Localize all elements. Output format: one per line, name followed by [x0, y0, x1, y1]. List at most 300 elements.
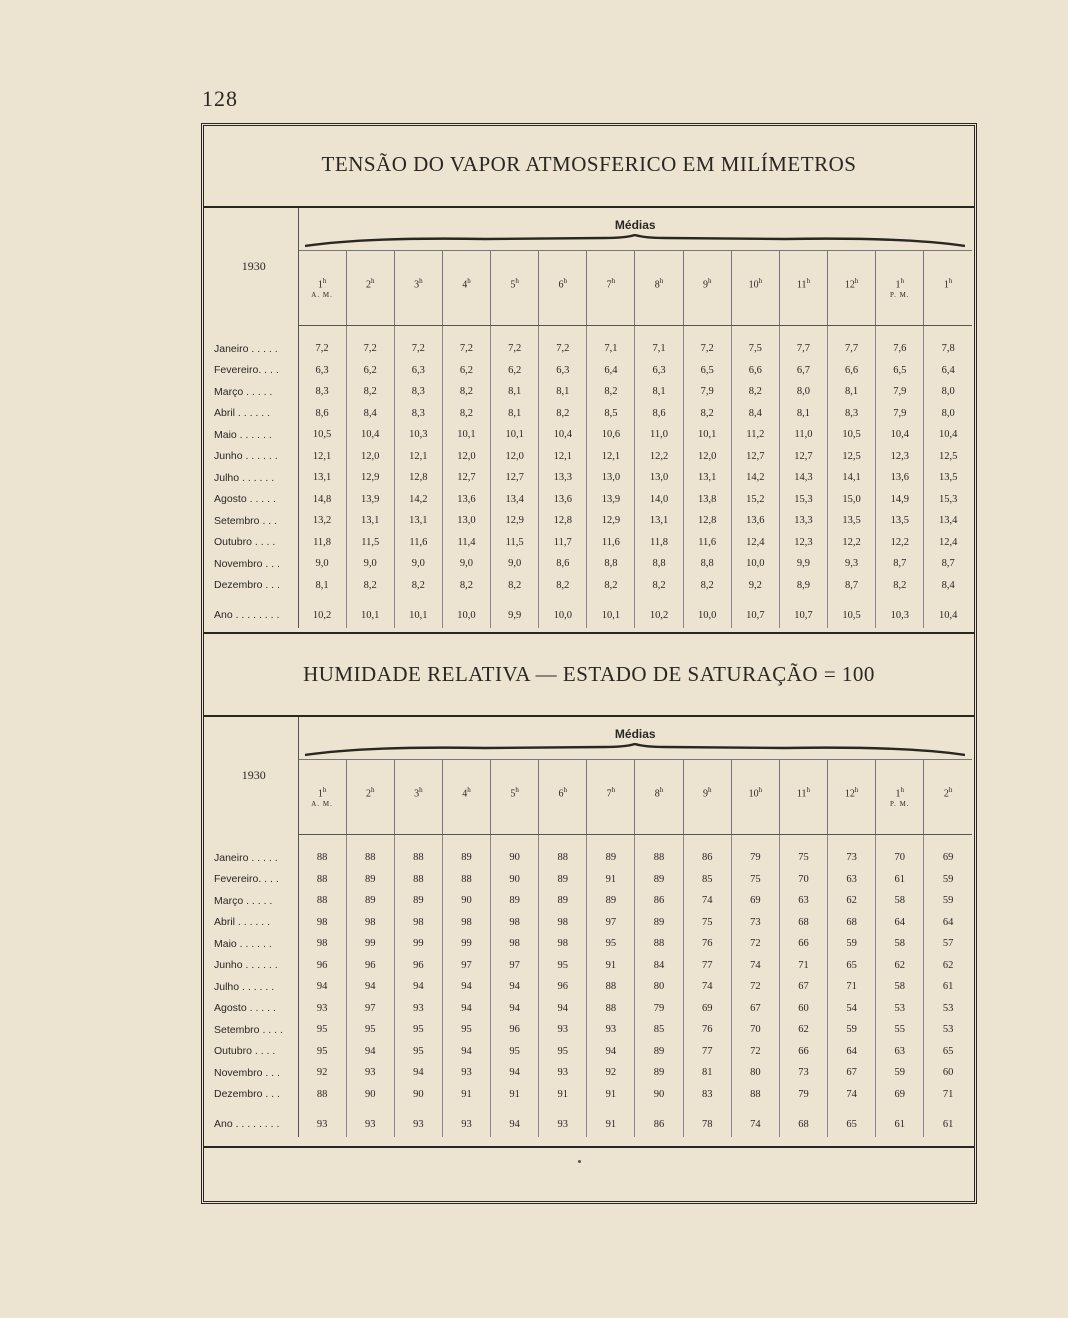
hour-header — [539, 251, 587, 326]
value-cell: 95 — [442, 1019, 490, 1041]
month-label: Outubro . . . . — [210, 1041, 298, 1063]
value-cell: 98 — [346, 912, 394, 934]
value-cell: 15,3 — [779, 489, 827, 511]
value-cell: 9,0 — [442, 553, 490, 575]
value-cell: 13,6 — [442, 489, 490, 511]
value-cell: 79 — [731, 835, 779, 869]
medias-group-header — [298, 717, 972, 760]
hour-period: P. M. — [889, 800, 910, 809]
hour-suffix: h — [758, 786, 763, 794]
hour-number: 12 — [844, 279, 855, 291]
hour-number: 2 — [943, 788, 949, 800]
value-cell: 13,5 — [828, 510, 876, 532]
value-cell: 65 — [942, 1045, 954, 1057]
value-cell: 9,0 — [298, 553, 346, 575]
value-cell: 13,4 — [938, 515, 958, 527]
annual-value-cell: 10,2 — [298, 602, 346, 628]
value-cell: 95 — [346, 1019, 394, 1041]
annual-label: Ano . . . . . . . . — [210, 602, 298, 628]
value-cell: 94 — [539, 998, 587, 1020]
hour-suffix: h — [467, 786, 471, 794]
table-row — [210, 381, 972, 403]
month-label: Abril . . . . . . — [210, 403, 298, 425]
hour-number: 10 — [748, 279, 759, 291]
value-cell: 95 — [298, 1041, 346, 1063]
value-cell: 73 — [828, 835, 876, 869]
value-cell: 12,9 — [587, 510, 635, 532]
value-cell: 12,5 — [938, 450, 958, 462]
month-label: Março . . . . . — [210, 381, 298, 403]
hour-number: 5 — [510, 279, 516, 291]
value-cell: 86 — [683, 835, 731, 869]
value-cell: 6,3 — [635, 360, 683, 382]
value-cell: 88 — [587, 976, 635, 998]
value-cell: 97 — [442, 955, 490, 977]
value-cell: 94 — [587, 1041, 635, 1063]
hour-header — [924, 760, 972, 835]
value-cell: 6,6 — [731, 360, 779, 382]
table-row — [210, 1062, 972, 1084]
hour-number: 9 — [702, 788, 708, 800]
value-cell: 59 — [942, 895, 954, 907]
value-cell: 12,0 — [491, 446, 539, 468]
value-cell: 13,0 — [587, 467, 635, 489]
value-cell: 64 — [828, 1041, 876, 1063]
hour-suffix: h — [707, 786, 712, 794]
value-cell: 8,8 — [635, 553, 683, 575]
hour-suffix: h — [707, 277, 712, 285]
annual-value-cell: 10,3 — [876, 602, 924, 628]
value-cell: 61 — [876, 869, 924, 891]
value-cell: 14,8 — [298, 489, 346, 511]
hour-suffix: h — [563, 786, 568, 794]
value-cell: 13,4 — [491, 489, 539, 511]
value-cell: 8,0 — [941, 386, 955, 398]
value-cell: 66 — [779, 933, 827, 955]
value-cell: 8,6 — [635, 403, 683, 425]
hour-number: 11 — [796, 279, 807, 291]
value-cell: 7,2 — [346, 326, 394, 360]
value-cell: 63 — [779, 890, 827, 912]
value-cell: 13,2 — [298, 510, 346, 532]
value-cell: 10,0 — [731, 553, 779, 575]
hour-suffix: h — [948, 277, 953, 285]
hour-header — [346, 251, 394, 326]
annual-value-cell: 10,2 — [635, 602, 683, 628]
value-cell: 10,1 — [442, 424, 490, 446]
value-cell: 91 — [539, 1084, 587, 1106]
value-cell: 7,2 — [491, 326, 539, 360]
value-cell: 7,5 — [731, 326, 779, 360]
value-cell: 8,3 — [298, 381, 346, 403]
value-cell: 14,0 — [635, 489, 683, 511]
value-cell: 91 — [491, 1084, 539, 1106]
value-cell: 12,3 — [779, 532, 827, 554]
value-cell: 8,1 — [635, 381, 683, 403]
value-cell: 9,0 — [394, 553, 442, 575]
value-cell: 70 — [779, 869, 827, 891]
annual-value-cell: 10,0 — [539, 602, 587, 628]
value-cell: 94 — [491, 998, 539, 1020]
value-cell: 53 — [942, 1002, 954, 1014]
month-label: Julho . . . . . . — [210, 467, 298, 489]
value-cell: 75 — [731, 869, 779, 891]
value-cell: 12,7 — [491, 467, 539, 489]
hour-number: 3 — [414, 788, 420, 800]
annual-total-row — [210, 1111, 972, 1137]
value-cell: 12,7 — [779, 446, 827, 468]
annual-value-cell: 10,1 — [587, 602, 635, 628]
table1-title: TENSÃO DO VAPOR ATMOSFERICO EM MILÍMETROS — [321, 152, 857, 176]
hour-number: 8 — [654, 788, 660, 800]
hour-suffix: h — [370, 277, 375, 285]
hour-number: 4 — [462, 788, 468, 800]
value-cell: 10,4 — [938, 429, 958, 441]
value-cell: 95 — [539, 1041, 587, 1063]
table-row — [210, 326, 972, 360]
year-header: 1930 — [210, 717, 298, 835]
annual-value-cell: 93 — [539, 1111, 587, 1137]
value-cell: 10,3 — [394, 424, 442, 446]
value-cell: 94 — [491, 1062, 539, 1084]
value-cell: 6,3 — [298, 360, 346, 382]
annual-value-cell: 93 — [442, 1111, 490, 1137]
value-cell: 12,9 — [491, 510, 539, 532]
hour-header — [442, 760, 490, 835]
value-cell: 73 — [779, 1062, 827, 1084]
value-cell: 8,3 — [394, 381, 442, 403]
annual-value-cell: 10,1 — [394, 602, 442, 628]
hour-header — [587, 251, 635, 326]
value-cell: 90 — [635, 1084, 683, 1106]
value-cell: 13,9 — [587, 489, 635, 511]
value-cell: 8,2 — [683, 403, 731, 425]
value-cell: 10,6 — [587, 424, 635, 446]
value-cell: 8,1 — [491, 403, 539, 425]
value-cell: 62 — [942, 959, 954, 971]
annual-value-cell: 10,0 — [683, 602, 731, 628]
table-row — [210, 955, 972, 977]
value-cell: 86 — [635, 890, 683, 912]
value-cell: 12,1 — [539, 446, 587, 468]
value-cell: 12,0 — [442, 446, 490, 468]
value-cell: 8,0 — [779, 381, 827, 403]
value-cell: 88 — [731, 1084, 779, 1106]
hour-number: 1 — [895, 788, 901, 800]
value-cell: 88 — [635, 835, 683, 869]
value-cell: 13,0 — [442, 510, 490, 532]
value-cell: 11,2 — [731, 424, 779, 446]
value-cell: 89 — [346, 890, 394, 912]
hour-suffix: h — [854, 786, 859, 794]
hour-number: 5 — [510, 788, 516, 800]
hour-header — [394, 760, 442, 835]
value-cell: 53 — [942, 1024, 954, 1036]
value-cell: 67 — [828, 1062, 876, 1084]
hour-header — [298, 251, 346, 326]
value-cell: 68 — [828, 912, 876, 934]
value-cell: 14,1 — [828, 467, 876, 489]
value-cell: 8,2 — [394, 575, 442, 597]
value-cell: 10,5 — [298, 424, 346, 446]
value-cell: 13,6 — [876, 467, 924, 489]
month-label: Fevereiro. . . . — [210, 360, 298, 382]
value-cell: 8,1 — [828, 381, 876, 403]
value-cell: 59 — [876, 1062, 924, 1084]
value-cell: 83 — [683, 1084, 731, 1106]
hour-header — [683, 251, 731, 326]
value-cell: 8,2 — [539, 575, 587, 597]
hour-number: 1 — [895, 279, 901, 291]
value-cell: 11,7 — [539, 532, 587, 554]
value-cell: 95 — [587, 933, 635, 955]
hour-number: 9 — [702, 279, 708, 291]
value-cell: 94 — [442, 998, 490, 1020]
hour-header — [828, 251, 876, 326]
annual-value-cell: 61 — [876, 1111, 924, 1137]
hour-period: A. M. — [311, 291, 333, 300]
table-row — [210, 510, 972, 532]
value-cell: 81 — [683, 1062, 731, 1084]
value-cell: 89 — [539, 890, 587, 912]
value-cell: 89 — [587, 835, 635, 869]
annual-value-cell: 9,9 — [491, 602, 539, 628]
value-cell: 10,4 — [876, 424, 924, 446]
value-cell: 12,7 — [731, 446, 779, 468]
value-cell: 96 — [491, 1019, 539, 1041]
annual-value-cell: 93 — [298, 1111, 346, 1137]
hour-suffix: h — [659, 277, 664, 285]
month-label: Maio . . . . . . — [210, 933, 298, 955]
month-label: Janeiro . . . . . — [210, 835, 298, 869]
value-cell: 8,2 — [346, 575, 394, 597]
value-cell: 9,3 — [828, 553, 876, 575]
value-cell: 8,3 — [394, 403, 442, 425]
month-label: Setembro . . . . — [210, 1019, 298, 1041]
value-cell: 88 — [394, 869, 442, 891]
value-cell: 12,9 — [346, 467, 394, 489]
value-cell: 91 — [587, 1084, 635, 1106]
month-label: Fevereiro. . . . — [210, 869, 298, 891]
value-cell: 95 — [394, 1041, 442, 1063]
value-cell: 76 — [683, 933, 731, 955]
value-cell: 89 — [635, 1041, 683, 1063]
value-cell: 11,6 — [683, 532, 731, 554]
hour-number: 2 — [365, 279, 371, 291]
value-cell: 13,3 — [539, 467, 587, 489]
value-cell: 67 — [779, 976, 827, 998]
value-cell: 12,2 — [635, 446, 683, 468]
value-cell: 8,1 — [298, 575, 346, 597]
value-cell: 11,6 — [394, 532, 442, 554]
table-row — [210, 835, 972, 869]
value-cell: 10,4 — [346, 424, 394, 446]
value-cell: 8,7 — [828, 575, 876, 597]
value-cell: 95 — [298, 1019, 346, 1041]
table-row — [210, 912, 972, 934]
value-cell: 71 — [779, 955, 827, 977]
hour-suffix: h — [322, 786, 327, 794]
hour-header — [828, 760, 876, 835]
value-cell: 8,2 — [876, 575, 924, 597]
value-cell: 14,3 — [779, 467, 827, 489]
value-cell: 89 — [587, 890, 635, 912]
annual-value-cell: 86 — [635, 1111, 683, 1137]
hour-suffix: h — [900, 277, 904, 285]
value-cell: 98 — [491, 933, 539, 955]
value-cell: 11,0 — [635, 424, 683, 446]
value-cell: 6,6 — [828, 360, 876, 382]
value-cell: 14,2 — [731, 467, 779, 489]
value-cell: 13,1 — [394, 510, 442, 532]
value-cell: 88 — [298, 869, 346, 891]
value-cell: 91 — [442, 1084, 490, 1106]
table-row — [210, 467, 972, 489]
hour-number: 6 — [558, 788, 564, 800]
value-cell: 88 — [587, 998, 635, 1020]
hour-header — [635, 760, 683, 835]
value-cell: 8,4 — [731, 403, 779, 425]
table-row — [210, 890, 972, 912]
value-cell: 6,2 — [491, 360, 539, 382]
hour-suffix: h — [948, 786, 953, 794]
hour-header — [491, 760, 539, 835]
value-cell: 88 — [346, 835, 394, 869]
value-cell: 55 — [876, 1019, 924, 1041]
value-cell: 8,2 — [442, 403, 490, 425]
value-cell: 14,2 — [394, 489, 442, 511]
value-cell: 98 — [539, 933, 587, 955]
value-cell: 93 — [298, 998, 346, 1020]
table-row — [210, 998, 972, 1020]
hour-number: 7 — [606, 279, 612, 291]
annual-value-cell: 10,7 — [731, 602, 779, 628]
value-cell: 13,6 — [539, 489, 587, 511]
value-cell: 12,2 — [876, 532, 924, 554]
value-cell: 6,4 — [941, 364, 955, 376]
value-cell: 13,0 — [635, 467, 683, 489]
value-cell: 88 — [539, 835, 587, 869]
table-row — [210, 553, 972, 575]
value-cell: 94 — [491, 976, 539, 998]
value-cell: 70 — [731, 1019, 779, 1041]
value-cell: 7,2 — [298, 326, 346, 360]
hour-number: 6 — [558, 279, 564, 291]
hour-suffix: h — [659, 786, 664, 794]
hour-header — [876, 760, 924, 835]
value-cell: 89 — [635, 869, 683, 891]
value-cell: 95 — [491, 1041, 539, 1063]
value-cell: 89 — [491, 890, 539, 912]
value-cell: 94 — [346, 1041, 394, 1063]
value-cell: 89 — [635, 1062, 683, 1084]
page-number: 128 — [202, 86, 238, 111]
value-cell: 79 — [779, 1084, 827, 1106]
hour-suffix: h — [611, 786, 616, 794]
value-cell: 93 — [394, 998, 442, 1020]
value-cell: 59 — [828, 1019, 876, 1041]
ink-dot — [578, 1160, 581, 1163]
value-cell: 90 — [346, 1084, 394, 1106]
value-cell: 12,8 — [683, 510, 731, 532]
hour-number: 1 — [317, 279, 323, 291]
month-label: Novembro . . . — [210, 553, 298, 575]
hour-number: 11 — [796, 788, 807, 800]
value-cell: 12,1 — [587, 446, 635, 468]
value-cell: 85 — [683, 869, 731, 891]
value-cell: 6,2 — [346, 360, 394, 382]
month-label: Março . . . . . — [210, 890, 298, 912]
table2-title: HUMIDADE RELATIVA — ESTADO DE SATURAÇÃO = 100 — [303, 662, 875, 686]
hour-suffix: h — [806, 277, 811, 285]
table-row — [210, 1019, 972, 1041]
value-cell: 62 — [779, 1019, 827, 1041]
month-label: Agosto . . . . . — [210, 998, 298, 1020]
value-cell: 60 — [779, 998, 827, 1020]
value-cell: 6,3 — [539, 360, 587, 382]
value-cell: 90 — [442, 890, 490, 912]
value-cell: 93 — [539, 1019, 587, 1041]
value-cell: 94 — [298, 976, 346, 998]
value-cell: 74 — [683, 976, 731, 998]
value-cell: 69 — [683, 998, 731, 1020]
value-cell: 7,1 — [587, 326, 635, 360]
value-cell: 8,2 — [491, 575, 539, 597]
value-cell: 11,8 — [635, 532, 683, 554]
table-row — [210, 489, 972, 511]
value-cell: 12,8 — [394, 467, 442, 489]
hour-header — [587, 760, 635, 835]
annual-value-cell: 78 — [683, 1111, 731, 1137]
hour-suffix: h — [806, 786, 811, 794]
hour-suffix: h — [900, 786, 904, 794]
value-cell: 63 — [876, 1041, 924, 1063]
value-cell: 64 — [942, 916, 954, 928]
value-cell: 88 — [394, 835, 442, 869]
month-label: Agosto . . . . . — [210, 489, 298, 511]
value-cell: 88 — [298, 890, 346, 912]
value-cell: 6,4 — [587, 360, 635, 382]
table-row — [210, 976, 972, 998]
value-cell: 80 — [635, 976, 683, 998]
hour-suffix: h — [758, 277, 763, 285]
hour-header — [876, 251, 924, 326]
annual-value-cell: 10,4 — [938, 609, 958, 621]
table-row — [210, 360, 972, 382]
hour-header — [924, 251, 972, 326]
annual-value-cell: 74 — [731, 1111, 779, 1137]
value-cell: 62 — [828, 890, 876, 912]
annual-value-cell: 10,1 — [346, 602, 394, 628]
value-cell: 74 — [683, 890, 731, 912]
value-cell: 7,9 — [876, 381, 924, 403]
value-cell: 74 — [828, 1084, 876, 1106]
hour-suffix: h — [419, 277, 423, 285]
value-cell: 99 — [394, 933, 442, 955]
value-cell: 12,7 — [442, 467, 490, 489]
month-label: Setembro . . . — [210, 510, 298, 532]
value-cell: 85 — [635, 1019, 683, 1041]
value-cell: 95 — [394, 1019, 442, 1041]
value-cell: 89 — [539, 869, 587, 891]
month-label: Dezembro . . . — [210, 1084, 298, 1106]
value-cell: 15,3 — [938, 493, 958, 505]
table-row — [210, 532, 972, 554]
value-cell: 96 — [346, 955, 394, 977]
value-cell: 8,2 — [442, 575, 490, 597]
value-cell: 10,4 — [539, 424, 587, 446]
value-cell: 71 — [828, 976, 876, 998]
